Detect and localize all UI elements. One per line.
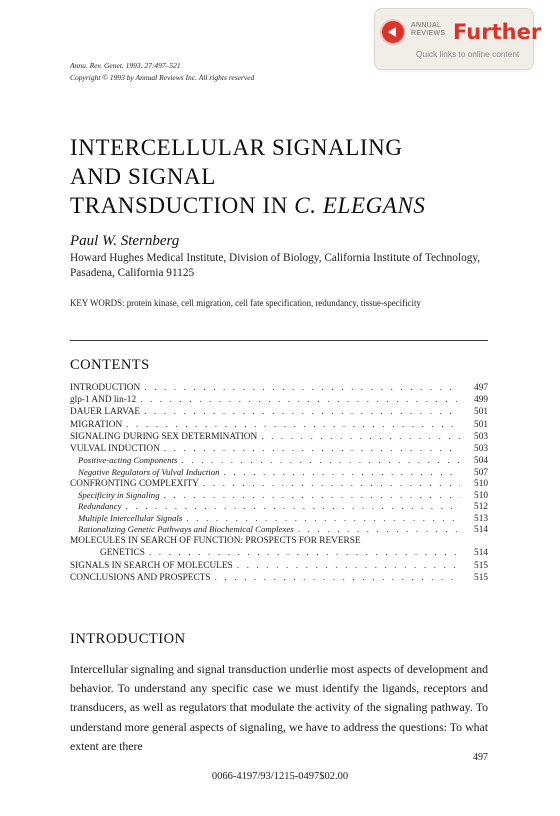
section-divider [70, 340, 488, 341]
toc-entry[interactable]: SIGNALING DURING SEX DETERMINATION . . . 503 [70, 431, 488, 443]
toc-entry[interactable]: glp-1 AND lin-12 . . . 499 [70, 394, 488, 406]
toc-entry[interactable]: VULVAL INDUCTION . . . 503 [70, 443, 488, 455]
toc-entry[interactable]: MIGRATION . . . 501 [70, 419, 488, 431]
toc-entry[interactable]: CONCLUSIONS AND PROSPECTS . . . 515 [70, 572, 488, 584]
toc-entry[interactable]: DAUER LARVAE . . . 501 [70, 406, 488, 418]
author-name: Paul W. Sternberg [70, 233, 180, 249]
copyright-line: Copyright © 1993 by Annual Reviews Inc. All rights reserved [70, 73, 255, 82]
introduction-heading: INTRODUCTION [70, 631, 186, 647]
toc-subentry[interactable]: Redundancy . . . 512 [70, 501, 488, 512]
introduction-paragraph: Intercellular signaling and signal transduction underlie most aspects of development and behavior. To understand any specific case we must identify the ligands, receptors and transducers, as well as regulators that modulate the activity of the signaling pathway. To understand more general aspects of signaling, we have to address the questions: To what extent are there [70, 662, 488, 753]
toc-entry[interactable]: INTRODUCTION . . . 497 [70, 382, 488, 394]
contents-heading: CONTENTS [70, 357, 150, 373]
toc-entry[interactable]: SIGNALS IN SEARCH OF MOLECULES . . . 515 [70, 560, 488, 572]
key-words: KEY WORDS: protein kinase, cell migration, cell fate specification, redundancy, tissue-specificity [70, 298, 421, 308]
toc-subentry[interactable]: Negative Regulators of Vulval Induction . . . 507 [70, 467, 488, 478]
article-title: INTERCELLULAR SIGNALING AND SIGNAL TRANSDUCTION IN C. ELEGANS [70, 135, 426, 218]
citation-line: Annu. Rev. Genet. 1993. 27:497–521 [70, 61, 181, 70]
annual-reviews-logo-icon [382, 21, 404, 43]
toc-entry[interactable]: MOLECULES IN SEARCH OF FUNCTION: PROSPECTS FOR REVERSE [70, 536, 361, 547]
brand-name: ANNUAL REVIEWS [411, 22, 446, 37]
toc-subentry[interactable]: Positive-acting Components . . . 504 [70, 455, 488, 466]
toc-entry[interactable]: CONFRONTING COMPLEXITY . . . 510 [70, 478, 488, 490]
toc-subentry[interactable]: Rationalizing Genetic Pathways and Biochemical Complexes . . . 514 [70, 524, 488, 535]
journal-citation [70, 60, 254, 84]
toc-subentry[interactable]: Multiple Intercellular Signals . . . 513 [70, 513, 488, 524]
table-of-contents [70, 382, 488, 584]
article-code: 0066-4197/93/1215-0497$02.00 [211, 771, 349, 782]
annual-reviews-further-banner[interactable] [374, 8, 542, 70]
toc-entry-continuation[interactable]: GENETICS . . . 514 [70, 547, 488, 559]
page-number: 497 [473, 752, 488, 763]
quick-links-tagline[interactable]: Quick links to online content [416, 49, 520, 59]
further-label: Further [453, 20, 542, 44]
author-affiliation: Howard Hughes Medical Institute, Division of Biology, California Institute of Technology, Pasadena, California 91125 [70, 252, 481, 279]
toc-subentry[interactable]: Specificity in Signaling . . . 510 [70, 490, 488, 501]
